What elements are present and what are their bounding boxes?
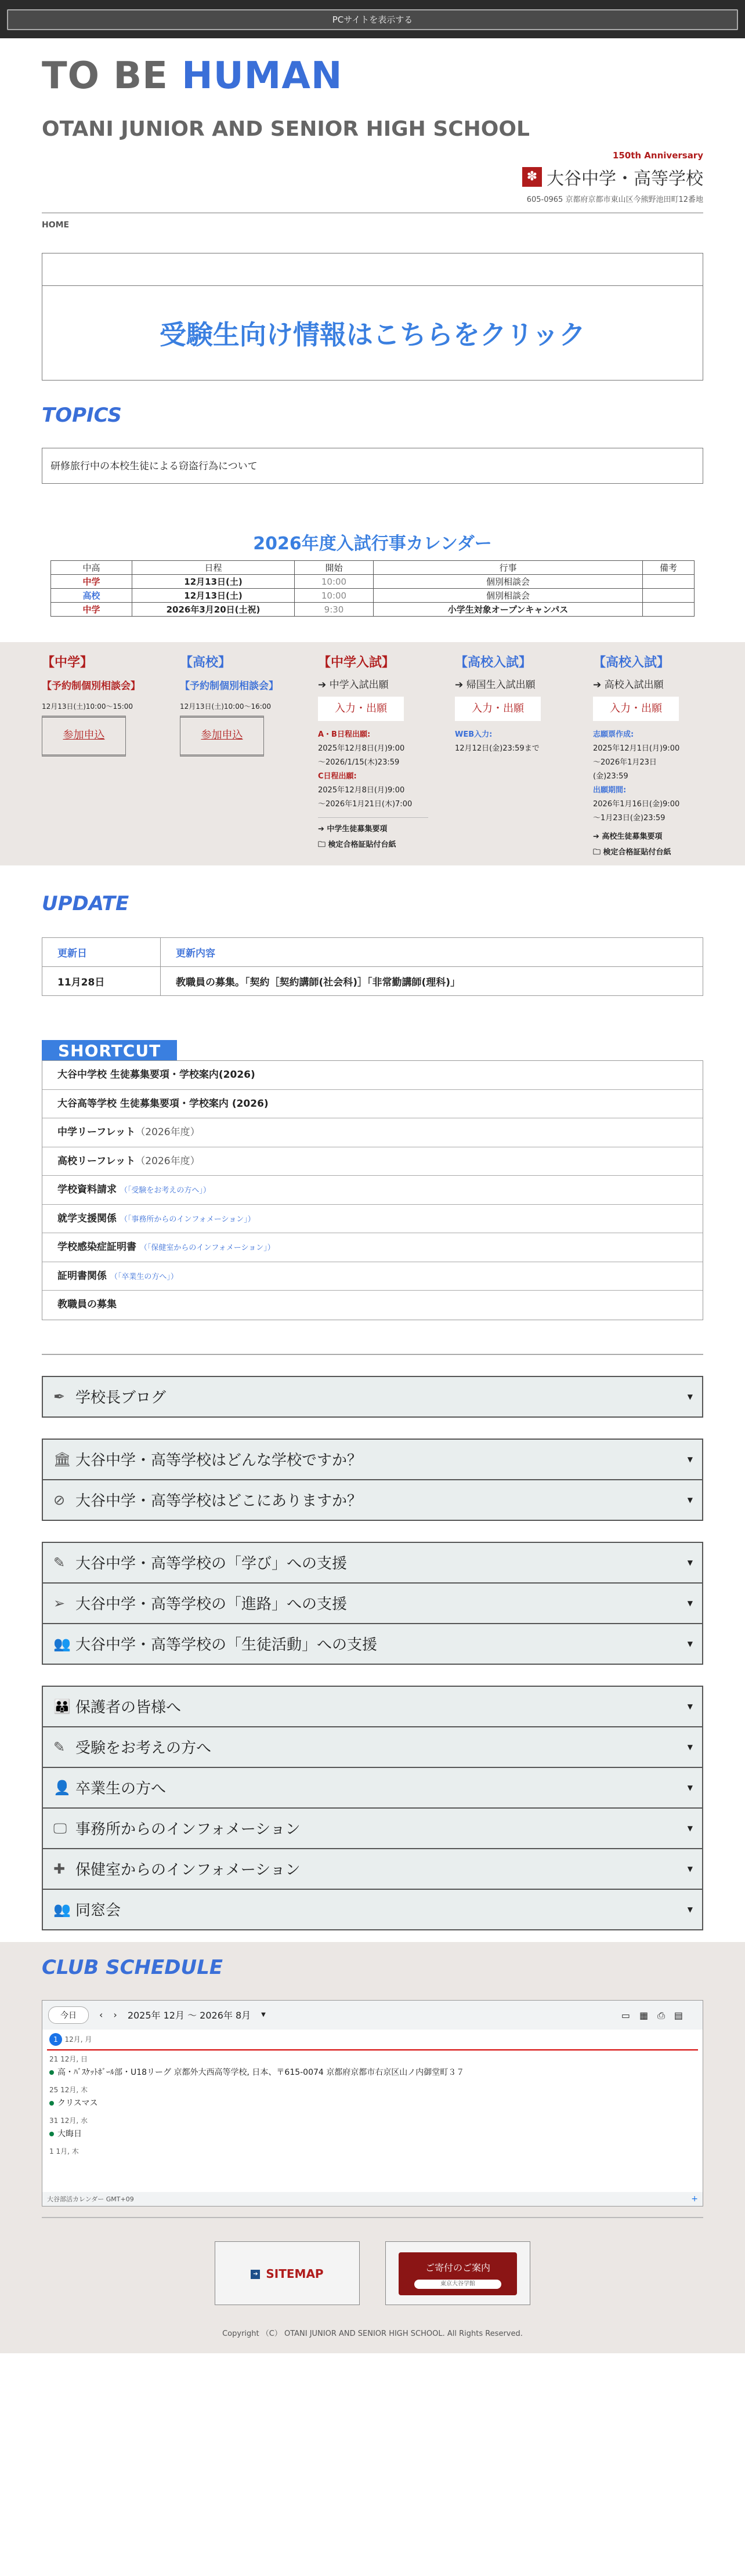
school-logo[interactable] <box>522 164 703 190</box>
accordion-label: 大谷中学・高等学校の「進路」への支援 <box>75 1596 348 1613</box>
accordion-label: 保健室からのインフォメーション <box>75 1861 301 1879</box>
event-text: クリスマス <box>57 2098 98 2108</box>
family-icon: 👪 <box>53 1698 71 1715</box>
prev-icon[interactable]: ‹ <box>99 2009 103 2020</box>
calendar-footer <box>42 2192 703 2206</box>
hs-exam-dates <box>593 728 715 825</box>
hs-exam <box>593 653 715 860</box>
club-calendar <box>42 2000 703 2207</box>
hs-return <box>455 653 577 756</box>
cal-cell: 小学生対象オープンキャンパス <box>374 603 643 617</box>
shortcut-note: （「保健室からのインフォメーション」） <box>139 1244 275 1252</box>
cal-cell: 中学 <box>51 603 132 617</box>
chevron-down-icon: ▼ <box>687 1455 693 1463</box>
school-crest-icon: ✽ <box>522 167 542 187</box>
shortcut-label: 高校リーフレット <box>57 1155 136 1167</box>
divider <box>318 817 428 818</box>
calendar-toolbar <box>42 2001 703 2030</box>
accordion-group-about <box>42 1439 703 1521</box>
table-header <box>42 938 703 967</box>
compass-icon: ⊘ <box>53 1491 66 1508</box>
calendar-actions <box>621 2010 692 2021</box>
accordion-label: 大谷中学・高等学校の「生徒活動」への支援 <box>75 1636 378 1654</box>
accordion-prospective[interactable] <box>42 1726 703 1768</box>
cal-cell: 12月13日(土) <box>132 575 295 589</box>
calendar-title: 2026年度入試行事カレンダー <box>253 534 492 554</box>
date: 2026年1月16日(金)9:00 <box>593 800 680 809</box>
table-row <box>51 603 695 617</box>
date-range[interactable]: 2025年 12月 〜 2026年 8月 <box>127 2010 251 2021</box>
event-day: 1 1月, 木 <box>49 2147 79 2155</box>
cal-header: 日程 <box>132 561 295 575</box>
label: C日程出願: <box>318 772 357 781</box>
chevron-down-icon: ▼ <box>687 1742 693 1751</box>
shortcut-label: 証明書関係 <box>57 1270 107 1282</box>
date: 〜1月23日(金)23:59 <box>593 814 666 823</box>
accordion-group-blog <box>42 1376 703 1418</box>
table-row <box>51 575 695 589</box>
list-item[interactable] <box>42 1291 703 1320</box>
chevron-down-icon: ▼ <box>687 1639 693 1648</box>
accordion-label: 学校長ブログ <box>75 1389 167 1407</box>
accordion-about[interactable] <box>42 1439 703 1480</box>
jr-consult <box>42 653 164 756</box>
admissions-panel <box>0 642 745 865</box>
accordion-office[interactable] <box>42 1807 703 1849</box>
donate-inner <box>399 2252 517 2295</box>
cal-cell: 高校 <box>51 589 132 603</box>
print-icon[interactable]: ⎙ <box>657 2009 674 2021</box>
chevron-down-icon: ▼ <box>687 1864 693 1873</box>
calendar-table <box>50 560 695 617</box>
update-title: UPDATE <box>42 892 129 915</box>
jr-consult-date: 12月13日(土)10:00〜15:00 <box>42 702 133 711</box>
breadcrumb[interactable]: HOME <box>42 220 70 230</box>
exam-banner-text: 受験生向け情報はこちらをクリック <box>159 319 586 350</box>
cal-cell <box>643 575 695 589</box>
jr-apply-button[interactable]: 参加申込 <box>42 716 126 756</box>
jr-consult-sub: 【予約制個別相談会】 <box>42 680 140 692</box>
chevron-down-icon: ▼ <box>687 1599 693 1607</box>
accordion-label: 大谷中学・高等学校の「学び」への支援 <box>75 1555 348 1573</box>
next-icon[interactable]: › <box>113 2009 117 2020</box>
users-icon: 👥 <box>53 1635 71 1652</box>
accordion-graduates[interactable] <box>42 1767 703 1809</box>
accordion-label: 同窓会 <box>75 1902 121 1919</box>
accordion-label: 卒業生の方へ <box>75 1780 167 1798</box>
shortcut-note: （「卒業生の方へ」） <box>110 1272 178 1281</box>
cal-cell <box>643 603 695 617</box>
list-item[interactable] <box>42 2054 703 2078</box>
cal-header: 備考 <box>643 561 695 575</box>
event-text: 大晦日 <box>57 2129 82 2139</box>
chevron-down-icon: ▼ <box>687 1905 693 1914</box>
date: 〜2026/1/15(木)23:59 <box>318 758 400 767</box>
accordion-learning[interactable] <box>42 1542 703 1584</box>
calendar-footer-text: 大谷部活カレンダー GMT+09 <box>47 2195 134 2203</box>
hs-cert-link[interactable]: 🗀 検定合格証貼付台紙 <box>593 848 671 857</box>
update-header: 更新日 <box>42 938 161 967</box>
donate-button[interactable] <box>385 2241 530 2305</box>
message-icon[interactable]: ▭ <box>621 2009 639 2021</box>
chevron-down-icon: ▼ <box>687 1495 693 1504</box>
cal-header: 行事 <box>374 561 643 575</box>
month-label: 12月, 月 <box>64 2035 92 2044</box>
list-item[interactable] <box>42 1061 703 1090</box>
chevron-down-icon: ▼ <box>687 1558 693 1567</box>
list-item[interactable] <box>42 1147 703 1176</box>
cal-cell: 10:00 <box>295 575 374 589</box>
medkit-icon: ✚ <box>53 1860 66 1877</box>
accordion-location[interactable] <box>42 1479 703 1521</box>
list-item[interactable] <box>42 1205 703 1234</box>
hs-consult-heading: 【高校】 <box>180 655 232 670</box>
school-name-en: OTANI JUNIOR AND SENIOR HIGH SCHOOL <box>42 117 530 141</box>
jr-guide-link[interactable]: ➔ 中学生徒募集要項 <box>318 825 388 834</box>
list-item[interactable] <box>42 1118 703 1147</box>
jr-exam-dates <box>318 728 440 811</box>
event-day: 21 12月, 日 <box>49 2055 88 2063</box>
pencil-icon: ✎ <box>53 1738 66 1755</box>
topic-item[interactable]: 研修旅行中の本校生徒による窃盗行為について <box>42 448 703 484</box>
calendar-icon[interactable]: ▦ <box>639 2009 658 2021</box>
add-icon[interactable]: + <box>691 2194 698 2204</box>
label: WEB入力: <box>455 730 493 739</box>
event-dot-icon <box>49 2132 54 2136</box>
school-address: 605-0965 京都府京都市東山区今熊野池田町12番地 <box>526 195 703 204</box>
hs-guide-link[interactable]: ➔ 高校生徒募集要項 <box>593 832 663 842</box>
accordion-student-activity[interactable] <box>42 1623 703 1665</box>
shortcut-label: 学校感染症証明書 <box>57 1241 136 1253</box>
accordion-parents[interactable] <box>42 1686 703 1727</box>
shortcut-note: （「受験をお考えの方へ」） <box>120 1186 211 1195</box>
list-item[interactable] <box>42 1176 703 1205</box>
date: 〜2026年1月23日 <box>593 758 657 767</box>
cal-cell: 個別相談会 <box>374 589 643 603</box>
topics-title: TOPICS <box>42 404 122 427</box>
event-day: 25 12月, 木 <box>49 2085 88 2094</box>
date: 12月12日(金)23:59まで <box>455 744 540 753</box>
today-button[interactable]: 今日 <box>48 2006 89 2024</box>
chevron-down-icon: ▼ <box>687 1392 693 1401</box>
sitemap-label: SITEMAP <box>266 2266 324 2281</box>
cal-cell: 9:30 <box>295 603 374 617</box>
hs-consult <box>180 653 302 756</box>
list-item[interactable] <box>42 2146 703 2156</box>
event-dot-icon <box>49 2101 54 2106</box>
date: 2025年12月1日(月)9:00 <box>593 744 680 753</box>
update-text[interactable]: 教職員の募集。「契約［契約講師(社会科)］「非常勤講師(理科)」 <box>161 967 703 996</box>
shortcut-label: 大谷高等学校 生徒募集要項・学校案内 (2026) <box>57 1097 269 1110</box>
hero-title-accent: HUMAN <box>182 55 343 97</box>
list-item[interactable] <box>42 2115 703 2139</box>
jr-exam-link[interactable]: ➔ 中学入試出願 <box>318 679 389 691</box>
jr-exam-entry-button[interactable]: 入力・出願 <box>318 697 404 721</box>
donate-label: ご寄付のご案内 <box>425 2262 490 2273</box>
square-arrow-icon: ➔ <box>251 2270 260 2279</box>
hs-exam-heading: 【高校入試】 <box>593 655 670 670</box>
shortcut-label: 教職員の募集 <box>57 1299 117 1310</box>
month-marker <box>42 2033 703 2046</box>
shortcut-note: （2026年度） <box>135 1126 200 1138</box>
cal-cell <box>643 589 695 603</box>
building-icon: 🏛 <box>53 1451 71 1468</box>
logo-area <box>42 150 703 204</box>
event-dot-icon <box>49 2070 54 2075</box>
list-item[interactable] <box>42 2085 703 2108</box>
hs-apply-button[interactable]: 参加申込 <box>180 716 264 756</box>
label: 出願期間: <box>593 786 627 795</box>
cal-header: 中高 <box>51 561 132 575</box>
club-title: CLUB SCHEDULE <box>42 1955 223 1979</box>
hs-consult-date: 12月13日(土)10:00〜16:00 <box>180 702 272 711</box>
list-item[interactable] <box>42 1262 703 1291</box>
chevron-down-icon: ▼ <box>687 1702 693 1711</box>
pencil-icon: ✎ <box>53 1554 66 1571</box>
list-item[interactable] <box>42 1090 703 1119</box>
shortcut-label: 中学リーフレット <box>57 1126 136 1138</box>
jr-consult-heading: 【中学】 <box>42 655 93 670</box>
shortcut-note: （2026年度） <box>135 1155 200 1167</box>
update-header: 更新内容 <box>161 938 703 967</box>
cal-cell: 中学 <box>51 575 132 589</box>
chevron-down-icon[interactable]: ▼ <box>261 2012 266 2018</box>
cal-cell: 10:00 <box>295 589 374 603</box>
divider <box>42 212 703 213</box>
update-table <box>42 937 703 996</box>
sitemap-button[interactable] <box>215 2241 360 2305</box>
accordion-blog[interactable] <box>42 1376 703 1418</box>
date: 2025年12月8日(月)9:00 <box>318 744 405 753</box>
cal-cell: 個別相談会 <box>374 575 643 589</box>
jr-exam <box>318 653 440 852</box>
hs-return-link[interactable]: ➔ 帰国生入試出願 <box>455 679 536 691</box>
monitor-icon: 🖵 <box>53 1820 67 1836</box>
date: 2025年12月8日(月)9:00 <box>318 786 405 795</box>
today-dot-icon: 1 <box>49 2033 62 2046</box>
accordion-alumni[interactable] <box>42 1889 703 1930</box>
update-date: 11月28日 <box>42 967 161 996</box>
cal-cell: 2026年3月20日(土祝) <box>132 603 295 617</box>
anniversary-label: 150th Anniversary <box>612 150 703 161</box>
copyright: Copyright （C） OTANI JUNIOR AND SENIOR HIGH SCHOOL. All Rights Reserved. <box>222 2329 523 2338</box>
donate-sub: 東京大谷学館 <box>414 2280 501 2289</box>
label: A・B日程出願: <box>318 730 371 739</box>
chevron-down-icon: ▼ <box>687 1824 693 1832</box>
hero-title <box>42 55 703 97</box>
event-text: 高・ﾊﾞｽｹｯﾄﾎﾞｰﾙ部・U18リーグ 京都外大西高等学校, 日本、〒615-0074 京都府京都市右京区山ノ内御堂町３７ <box>57 2067 465 2077</box>
pen-icon: ✒ <box>53 1388 66 1405</box>
accordion-label: 大谷中学・高等学校はどんな学校ですか？ <box>75 1452 363 1469</box>
exam-banner[interactable] <box>42 253 703 381</box>
hs-return-entry-button[interactable]: 入力・出願 <box>455 697 541 721</box>
school-name: 大谷中学・高等学校 <box>547 169 703 189</box>
accordion-group-support <box>42 1542 703 1665</box>
table-row <box>51 589 695 603</box>
shortcut-label: 学校資料請求 <box>57 1184 117 1195</box>
jr-exam-heading: 【中学入試】 <box>318 655 395 670</box>
hs-return-heading: 【高校入試】 <box>455 655 532 670</box>
footer-buttons <box>0 2241 745 2305</box>
hs-exam-entry-button[interactable]: 入力・出願 <box>593 697 679 721</box>
table-row[interactable] <box>42 967 703 996</box>
hero <box>42 38 703 141</box>
accordion-label: 事務所からのインフォメーション <box>75 1821 301 1838</box>
pc-bar <box>0 0 745 38</box>
exam-banner-top <box>42 253 703 286</box>
pc-site-button[interactable]: PCサイトを表示する <box>7 9 738 30</box>
cal-header: 開始 <box>295 561 374 575</box>
shortcut-title: SHORTCUT <box>42 1040 177 1060</box>
accordion-label: 大谷中学・高等学校はどこにありますか？ <box>75 1492 363 1510</box>
date: (金)23:59 <box>593 772 628 781</box>
list-item[interactable] <box>42 1233 703 1262</box>
shortcut-label: 就学支援関係 <box>57 1212 117 1224</box>
jr-cert-link[interactable]: 🗀 検定合格証貼付台紙 <box>318 840 396 850</box>
shortcut-note: （「事務所からのインフォメーション」） <box>120 1215 255 1224</box>
group-icon: 👥 <box>53 1901 71 1918</box>
shortcut-list <box>42 1060 703 1320</box>
paper-plane-icon: ➢ <box>53 1595 66 1611</box>
hs-exam-link[interactable]: ➔ 高校入試出願 <box>593 679 664 691</box>
now-line <box>47 2049 698 2050</box>
accordion-label: 受験をお考えの方へ <box>75 1740 212 1757</box>
view-icon[interactable]: ▤ <box>674 2009 692 2021</box>
hs-return-dates <box>455 728 577 756</box>
accordion-label: 保護者の皆様へ <box>75 1699 182 1716</box>
label: 志願票作成: <box>593 730 634 739</box>
divider <box>42 1354 703 1355</box>
accordion-health[interactable] <box>42 1848 703 1890</box>
event-day: 31 12月, 水 <box>49 2116 88 2125</box>
hero-title-prefix: TO BE <box>42 55 182 97</box>
divider <box>42 2217 703 2218</box>
club-section <box>0 1942 745 2353</box>
hs-consult-sub: 【予約制個別相談会】 <box>180 680 279 692</box>
user-icon: 👤 <box>53 1779 71 1796</box>
cal-cell: 12月13日(土) <box>132 589 295 603</box>
shortcut-label: 大谷中学校 生徒募集要項・学校案内(2026) <box>57 1069 255 1081</box>
date: 〜2026年1月21日(木)7:00 <box>318 800 413 809</box>
chevron-down-icon: ▼ <box>687 1783 693 1792</box>
accordion-career[interactable] <box>42 1582 703 1624</box>
accordion-group-info <box>42 1686 703 1930</box>
